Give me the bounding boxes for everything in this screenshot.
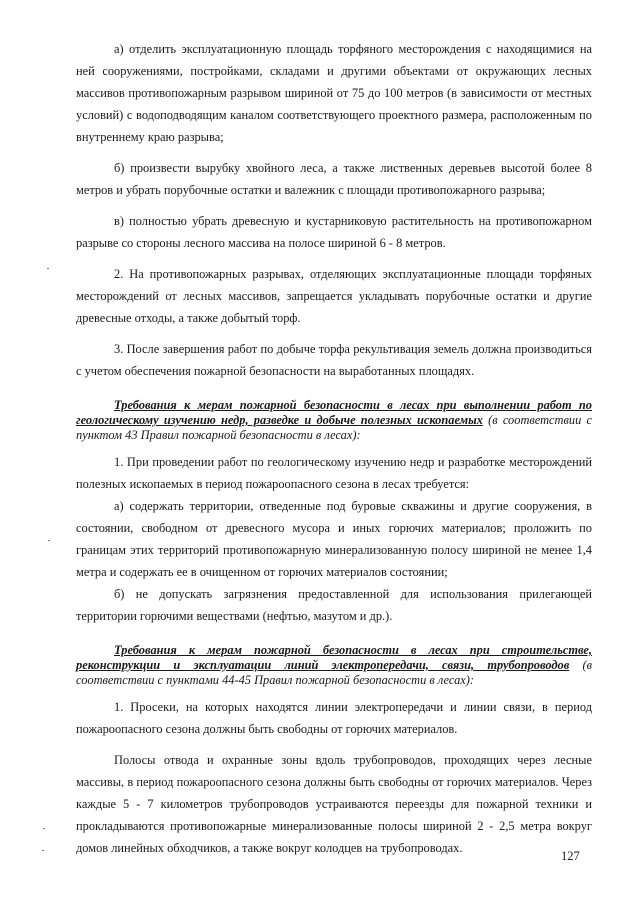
document-page (76, 38, 592, 859)
section-heading-geology-title: Требования к мерам пожарной безопасности в лесах при выполнении работ по геологическому изучению недр, разведке и добыче полезных ископаемых (76, 398, 592, 427)
scan-speck (42, 850, 44, 851)
paragraph-2-firebreaks: 2. На противопожарных разрывах, отделяющих эксплуатационные площади торфяных месторождений от лесных массивов, запрещается укладывать порубочные остатки и другие древесные отходы, а также добытый торф. (76, 267, 592, 325)
paragraph-v-clearing: в) полностью убрать древесную и кустарниковую растительность на противопожарном разрыве со стороны лесного массива на полосе шириной 6 - 8 метров. (76, 214, 592, 250)
paragraph-pipelines: Полосы отвода и охранные зоны вдоль трубопроводов, проходящих через лесные массивы, в период пожароопасного сезона должны быть свободны от горючих материалов. Через каждые 5 - 7 километров трубопроводов устраиваются переезды для пожарной техники и прокладываются противопожарные минерализованные полосы шириной 2 - 2,5 метра вокруг домов линейных обходчиков, а также вокруг колодцев на трубопроводах. (76, 753, 592, 855)
section-heading-power-lines-title: Требования к мерам пожарной безопасности в лесах при строительстве, реконструкции и эксплуатации линий электропередачи, связи, трубопроводов (76, 643, 592, 672)
paragraph-1-geology: 1. При проведении работ по геологическому изучению недр и разработке месторождений полезных ископаемых в период пожароопасного сезона в лесах требуется: (76, 455, 592, 491)
section-heading-geology-note: (в соответствии с пунктом 43 Правил пожарной безопасности в лесах): (76, 413, 592, 442)
scan-speck (48, 540, 50, 541)
section-heading-geology (76, 398, 592, 443)
section-heading-power-lines (76, 643, 592, 688)
paragraph-b-cutting: б) произвести вырубку хвойного леса, а также лиственных деревьев высотой более 8 метров и убрать порубочные остатки и валежник с площади противопожарного разрыва; (76, 161, 592, 197)
paragraph-1-clearings: 1. Просеки, на которых находятся линии электропередачи и линии связи, в период пожароопасного сезона должны быть свободны от горючих материалов. (76, 700, 592, 736)
scan-speck (47, 268, 49, 269)
section-heading-power-lines-note: (в соответствии с пунктами 44-45 Правил пожарной безопасности в лесах): (76, 658, 592, 687)
paragraph-a-peat-area: а) отделить эксплуатационную площадь торфяного месторождения с находящимися на ней сооружениями, постройками, складами и другими объектами от окружающих лесных массивов противопожарным разрывом шириной от 75 до 100 метров (в зависимости от местных условий) с водоподводящим каналом соответствующего проектного размера, расположенным по внутреннему краю разрыва; (76, 42, 592, 144)
scan-speck (43, 828, 45, 829)
paragraph-a-boreholes: а) содержать территории, отведенные под буровые скважины и другие сооружения, в состоянии, свободном от древесного мусора и иных горючих материалов; проложить по границам этих территорий противопожарную минерализованную полосу шириной не менее 1,4 метра и содержать ее в очищенном от горючих материалов состоянии; (76, 499, 592, 579)
paragraph-3-recultivation: 3. После завершения работ по добыче торфа рекультивация земель должна производиться с учетом обеспечения пожарной безопасности на выработанных площадях. (76, 342, 592, 378)
page-number: 127 (561, 849, 580, 863)
paragraph-b-pollution: б) не допускать загрязнения предоставленной для использования прилегающей территории горючими веществами (нефтью, мазутом и др.). (76, 587, 592, 623)
